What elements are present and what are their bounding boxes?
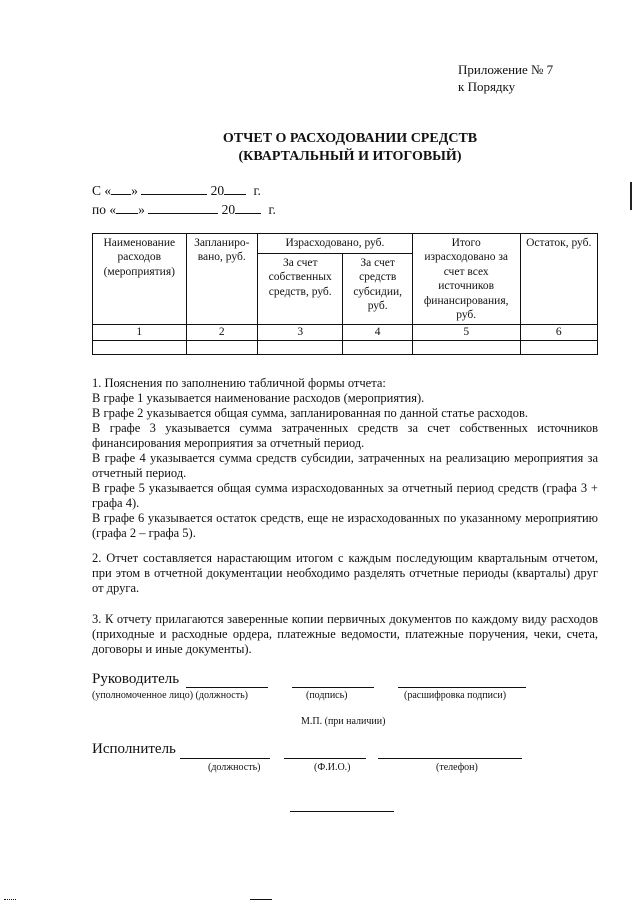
note-p4: В графе 3 указывается сумма затраченных средств за счет собственных источников финансирования мероприятия за отчетный период.	[92, 421, 598, 450]
stamp-note: М.П. (при наличии)	[301, 716, 386, 727]
col-num: 3	[257, 325, 343, 340]
appendix-line-2: к Порядку	[458, 79, 516, 94]
scan-artifact-line	[250, 898, 272, 900]
to-month-blank[interactable]	[148, 201, 218, 214]
col-num: 2	[186, 325, 257, 340]
to-year-blank[interactable]	[235, 201, 261, 214]
from-month-blank[interactable]	[141, 182, 207, 195]
header-col-5: Итого израсходовано за счет всех источников финансирования, руб.	[412, 234, 520, 325]
note-p6: В графе 5 указывается общая сумма израсходованных за отчетный период средств (графа 3 + графа 4).	[92, 481, 598, 510]
title-line-1: ОТЧЕТ О РАСХОДОВАНИИ СРЕДСТВ	[222, 131, 478, 146]
header-col-4: За счет средств субсидии, руб.	[343, 253, 412, 324]
bottom-divider	[290, 810, 394, 812]
executor-phone-line[interactable]	[378, 757, 522, 759]
notes-section	[92, 376, 598, 541]
head-signature-line[interactable]	[292, 686, 374, 688]
period-from: С « » 20 г.	[92, 183, 261, 198]
table-cell[interactable]	[520, 340, 598, 354]
header-spent: Израсходовано, руб.	[257, 234, 412, 254]
table-cell[interactable]	[343, 340, 412, 354]
to-day-blank[interactable]	[116, 201, 138, 214]
note-p2: В графе 1 указывается наименование расходов (мероприятия).	[92, 391, 425, 405]
note-p3: В графе 2 указывается общая сумма, запланированная по данной статье расходов.	[92, 406, 528, 420]
note-p5: В графе 4 указывается сумма средств субсидии, затраченных на реализацию мероприятия за отчетный период.	[92, 451, 598, 480]
col-num: 4	[343, 325, 412, 340]
note-p9: 3. К отчету прилагаются заверенные копии первичных документов по каждому виду расходов (приходные и расходные ордера, платежные ведомости, платежные поручения, чеки, счета, договоры и иные документы).	[92, 612, 598, 656]
title-line-2: (КВАРТАЛЬНЫЙ И ИТОГОВЫЙ)	[238, 149, 462, 164]
executor-caption-name: (Ф.И.О.)	[314, 762, 351, 773]
head-name-line[interactable]	[398, 686, 526, 688]
note-p7: В графе 6 указывается остаток средств, еще не израсходованных по указанному мероприятию (графа 2 – графа 5).	[92, 511, 598, 540]
table-cell[interactable]	[412, 340, 520, 354]
col-num: 6	[520, 325, 598, 340]
scan-edge-mark	[630, 182, 632, 210]
table-cell[interactable]	[257, 340, 343, 354]
document-title	[150, 130, 550, 166]
table-row-empty	[93, 340, 598, 354]
executor-position-line[interactable]	[180, 757, 270, 759]
executor-label: Исполнитель	[92, 741, 176, 757]
head-caption-signature: (подпись)	[306, 690, 348, 701]
col-num: 1	[93, 325, 187, 340]
header-col-2: Запланиро-вано, руб.	[186, 234, 257, 325]
executor-name-line[interactable]	[284, 757, 366, 759]
table-cell[interactable]	[186, 340, 257, 354]
col-num: 5	[412, 325, 520, 340]
header-col-6: Остаток, руб.	[520, 234, 598, 325]
head-label: Руководитель	[92, 671, 180, 687]
column-numbers-row	[93, 325, 598, 340]
from-day-blank[interactable]	[111, 182, 131, 195]
from-year-blank[interactable]	[224, 182, 246, 195]
table-cell[interactable]	[93, 340, 187, 354]
note-p1: 1. Пояснения по заполнению табличной формы отчета:	[92, 376, 386, 390]
head-caption-position: (уполномоченное лицо) (должность)	[92, 690, 249, 701]
executor-caption-phone: (телефон)	[436, 762, 478, 773]
scan-artifact-dots	[4, 898, 16, 900]
head-caption-name: (расшифровка подписи)	[404, 690, 507, 701]
head-position-line[interactable]	[186, 686, 268, 688]
appendix-line-1: Приложение № 7	[458, 62, 554, 77]
header-col-1: Наименование расходов (мероприятия)	[93, 234, 187, 325]
period-to: по « » 20 г.	[92, 202, 276, 217]
executor-caption-position: (должность)	[208, 762, 261, 773]
report-table	[92, 233, 598, 355]
note-p8: 2. Отчет составляется нарастающим итогом с каждым последующим квартальным отчетом, при этом в отчетной документации необходимо разделять отчетные периоды (кварталы) друг от друга.	[92, 551, 598, 595]
header-col-3: За счет собственных средств, руб.	[257, 253, 343, 324]
